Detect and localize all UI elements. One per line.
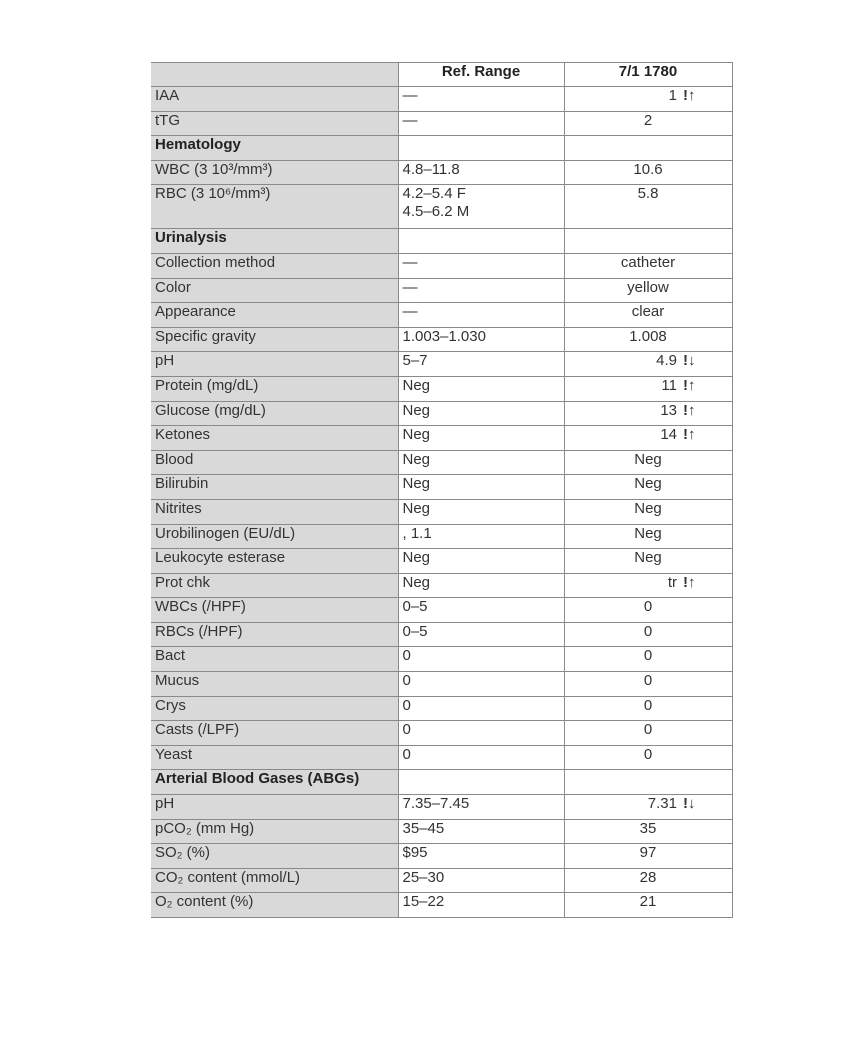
ref-range: $95: [402, 844, 428, 862]
abnormal-flag-icon: !↑: [683, 573, 696, 591]
result-cell: [564, 598, 732, 623]
ref-range-cell: [398, 475, 564, 500]
ref-range: Neg: [402, 426, 431, 444]
result-cell: [564, 426, 732, 451]
ref-range-cell: [398, 426, 564, 451]
test-name: pCO₂ (mm Hg): [151, 819, 398, 844]
ref-range-cell: [398, 795, 564, 820]
table-row: [151, 819, 732, 844]
test-name: IAA: [151, 87, 398, 112]
ref-range-cell: [398, 111, 564, 136]
result-cell: [564, 573, 732, 598]
result-cell: [564, 819, 732, 844]
result-value: 1: [668, 87, 677, 104]
table-row: [151, 303, 732, 328]
ref-range: Neg: [402, 475, 431, 493]
table-row: [151, 185, 732, 229]
result-value: 1.008: [629, 327, 667, 345]
ref-range-cell: [398, 253, 564, 278]
test-name: Protein (mg/dL): [151, 376, 398, 401]
table-row: [151, 573, 732, 598]
ref-range-cell: [398, 352, 564, 377]
result-cell: [564, 622, 732, 647]
table-row: [151, 721, 732, 746]
table-row: [151, 549, 732, 574]
ref-range: 4.2–5.4 F: [402, 185, 466, 203]
empty-cell: [564, 770, 732, 795]
section-row: [151, 770, 732, 795]
test-name: Crys: [151, 696, 398, 721]
ref-range: 5–7: [402, 352, 428, 370]
ref-range: —: [402, 253, 418, 271]
ref-range-cell: [398, 745, 564, 770]
result-cell: [564, 745, 732, 770]
result-cell: [564, 721, 732, 746]
result-cell: [564, 672, 732, 697]
result-value: 13: [660, 401, 677, 419]
ref-range-cell: [398, 844, 564, 869]
test-name: Collection method: [151, 253, 398, 278]
ref-range: —: [402, 111, 418, 129]
test-name: Nitrites: [151, 499, 398, 524]
result-value: 0: [643, 696, 653, 714]
table-row: [151, 376, 732, 401]
lab-results-table: [151, 62, 733, 918]
ref-range-cell: [398, 327, 564, 352]
result-cell: [564, 450, 732, 475]
test-name: Casts (/LPF): [151, 721, 398, 746]
ref-range-cell: [398, 573, 564, 598]
result-cell: [564, 795, 732, 820]
result-cell: [564, 549, 732, 574]
result-value: Neg: [634, 475, 662, 493]
ref-range: 0–5: [402, 622, 428, 640]
test-name: Glucose (mg/dL): [151, 401, 398, 426]
ref-range: 0–5: [402, 598, 428, 616]
test-name: tTG: [151, 111, 398, 136]
ref-range: Neg: [402, 450, 431, 468]
ref-range-cell: [398, 160, 564, 185]
ref-range: Neg: [402, 549, 431, 567]
test-name: O₂ content (%): [151, 893, 398, 918]
ref-range-cell: [398, 499, 564, 524]
ref-range-male: 4.5–6.2 M: [402, 203, 470, 221]
result-value: Neg: [634, 524, 662, 542]
result-value: catheter: [620, 253, 676, 271]
table-row: [151, 352, 732, 377]
section-row: [151, 136, 732, 161]
test-name: WBC (3 10³/mm³): [151, 160, 398, 185]
test-name: Prot chk: [151, 573, 398, 598]
abnormal-flag-icon: !↓: [683, 352, 696, 370]
header-test-name: [151, 63, 398, 87]
test-name: Bact: [151, 647, 398, 672]
ref-range: —: [402, 278, 418, 296]
result-value: 5.8: [637, 185, 659, 203]
table-row: [151, 795, 732, 820]
table-row: [151, 672, 732, 697]
ref-range: 0: [402, 745, 411, 763]
table-row: [151, 893, 732, 918]
ref-range-cell: [398, 622, 564, 647]
test-name: Appearance: [151, 303, 398, 328]
table-row: [151, 499, 732, 524]
test-name: Color: [151, 278, 398, 303]
table-row: [151, 87, 732, 112]
section-row: [151, 229, 732, 254]
ref-range-cell: [398, 524, 564, 549]
result-value: 0: [643, 598, 653, 616]
result-cell: [564, 401, 732, 426]
ref-range: 1.003–1.030: [402, 327, 486, 345]
result-value: 0: [643, 745, 653, 763]
abnormal-flag-icon: !↑: [683, 87, 696, 104]
result-value: Neg: [634, 499, 662, 517]
ref-range: Neg: [402, 376, 431, 394]
section-title: Hematology: [151, 136, 398, 161]
result-cell: [564, 327, 732, 352]
header-ref-range: Ref. Range: [398, 63, 564, 87]
result-value: 11: [661, 376, 677, 394]
ref-range: Neg: [402, 573, 431, 591]
result-value: 0: [643, 647, 653, 665]
ref-range-cell: [398, 303, 564, 328]
table-row: [151, 111, 732, 136]
test-name: WBCs (/HPF): [151, 598, 398, 623]
empty-cell: [564, 229, 732, 254]
ref-range-cell: [398, 87, 564, 112]
result-cell: [564, 868, 732, 893]
section-title: Arterial Blood Gases (ABGs): [151, 770, 398, 795]
table-row: [151, 745, 732, 770]
ref-range-cell: [398, 549, 564, 574]
abnormal-flag-icon: !↓: [683, 795, 696, 813]
table-row: [151, 844, 732, 869]
test-name: SO₂ (%): [151, 844, 398, 869]
result-cell: [564, 185, 732, 229]
table-row: [151, 327, 732, 352]
result-value: 14: [660, 426, 677, 444]
table-row: [151, 475, 732, 500]
ref-range-cell: [398, 721, 564, 746]
result-cell: [564, 524, 732, 549]
result-cell: [564, 160, 732, 185]
empty-cell: [398, 770, 564, 795]
result-cell: [564, 844, 732, 869]
test-name: Urobilinogen (EU/dL): [151, 524, 398, 549]
result-value: 0: [643, 672, 653, 690]
result-value: yellow: [627, 278, 669, 296]
result-cell: [564, 696, 732, 721]
test-name: Specific gravity: [151, 327, 398, 352]
header-date-value: 7/1 1780: [564, 63, 732, 87]
test-name: Yeast: [151, 745, 398, 770]
abnormal-flag-icon: !↑: [683, 401, 696, 419]
ref-range-cell: [398, 672, 564, 697]
table-row: [151, 450, 732, 475]
result-value: 7.31: [647, 795, 677, 813]
lab-results-body: [151, 87, 732, 918]
table-row: [151, 524, 732, 549]
result-cell: [564, 87, 732, 112]
ref-range-cell: [398, 376, 564, 401]
test-name: Bilirubin: [151, 475, 398, 500]
table-row: [151, 868, 732, 893]
table-row: [151, 696, 732, 721]
ref-range-cell: [398, 893, 564, 918]
ref-range-cell: [398, 819, 564, 844]
result-value: 35: [639, 819, 657, 837]
ref-range-cell: [398, 598, 564, 623]
table-row: [151, 647, 732, 672]
ref-range-cell: [398, 450, 564, 475]
result-cell: [564, 647, 732, 672]
section-title: Urinalysis: [151, 229, 398, 254]
ref-range: —: [402, 303, 418, 321]
result-cell: [564, 278, 732, 303]
ref-range: 25–30: [402, 868, 445, 886]
ref-range-cell: [398, 696, 564, 721]
result-value: clear: [631, 303, 665, 321]
ref-range: 7.35–7.45: [402, 795, 470, 813]
result-cell: [564, 303, 732, 328]
result-value: 0: [643, 622, 653, 640]
test-name: pH: [151, 795, 398, 820]
header-row: [151, 63, 732, 87]
empty-cell: [398, 136, 564, 161]
abnormal-flag-icon: !↑: [683, 426, 696, 444]
result-value: tr: [667, 573, 677, 591]
table-row: [151, 401, 732, 426]
empty-cell: [398, 229, 564, 254]
ref-range: 4.8–11.8: [402, 160, 460, 178]
test-name: RBC (3 10⁶/mm³): [151, 185, 398, 229]
ref-range: 0: [402, 721, 411, 739]
ref-range: 15–22: [402, 893, 445, 911]
result-cell: [564, 893, 732, 918]
ref-range: 0: [402, 672, 411, 690]
test-name: Blood: [151, 450, 398, 475]
ref-range: Neg: [402, 499, 431, 517]
table-row: [151, 598, 732, 623]
table-row: [151, 160, 732, 185]
result-value: 21: [639, 893, 657, 911]
result-value: 97: [639, 844, 657, 862]
abnormal-flag-icon: !↑: [683, 376, 696, 394]
result-cell: [564, 376, 732, 401]
result-cell: [564, 111, 732, 136]
ref-range: 35–45: [402, 819, 445, 837]
result-value: 0: [643, 721, 653, 739]
ref-range-cell: [398, 278, 564, 303]
ref-range-cell: [398, 647, 564, 672]
ref-range-cell: [398, 185, 564, 229]
test-name: Mucus: [151, 672, 398, 697]
test-name: RBCs (/HPF): [151, 622, 398, 647]
ref-range: 0: [402, 696, 411, 714]
ref-range: Neg: [402, 401, 431, 419]
table-row: [151, 622, 732, 647]
table-row: [151, 278, 732, 303]
ref-range-cell: [398, 868, 564, 893]
empty-cell: [564, 136, 732, 161]
table-row: [151, 253, 732, 278]
result-cell: [564, 352, 732, 377]
result-cell: [564, 253, 732, 278]
test-name: Ketones: [151, 426, 398, 451]
ref-range: , 1.1: [402, 524, 432, 542]
table-row: [151, 426, 732, 451]
result-value: 2: [643, 111, 653, 129]
ref-range: —: [402, 87, 418, 104]
test-name: CO₂ content (mmol/L): [151, 868, 398, 893]
result-value: Neg: [634, 450, 662, 468]
ref-range-cell: [398, 401, 564, 426]
result-value: 10.6: [633, 160, 663, 178]
ref-range: 0: [402, 647, 411, 665]
result-value: 4.9: [656, 352, 677, 370]
result-value: 28: [639, 868, 657, 886]
result-cell: [564, 499, 732, 524]
result-cell: [564, 475, 732, 500]
test-name: Leukocyte esterase: [151, 549, 398, 574]
test-name: pH: [151, 352, 398, 377]
result-value: Neg: [634, 549, 662, 567]
